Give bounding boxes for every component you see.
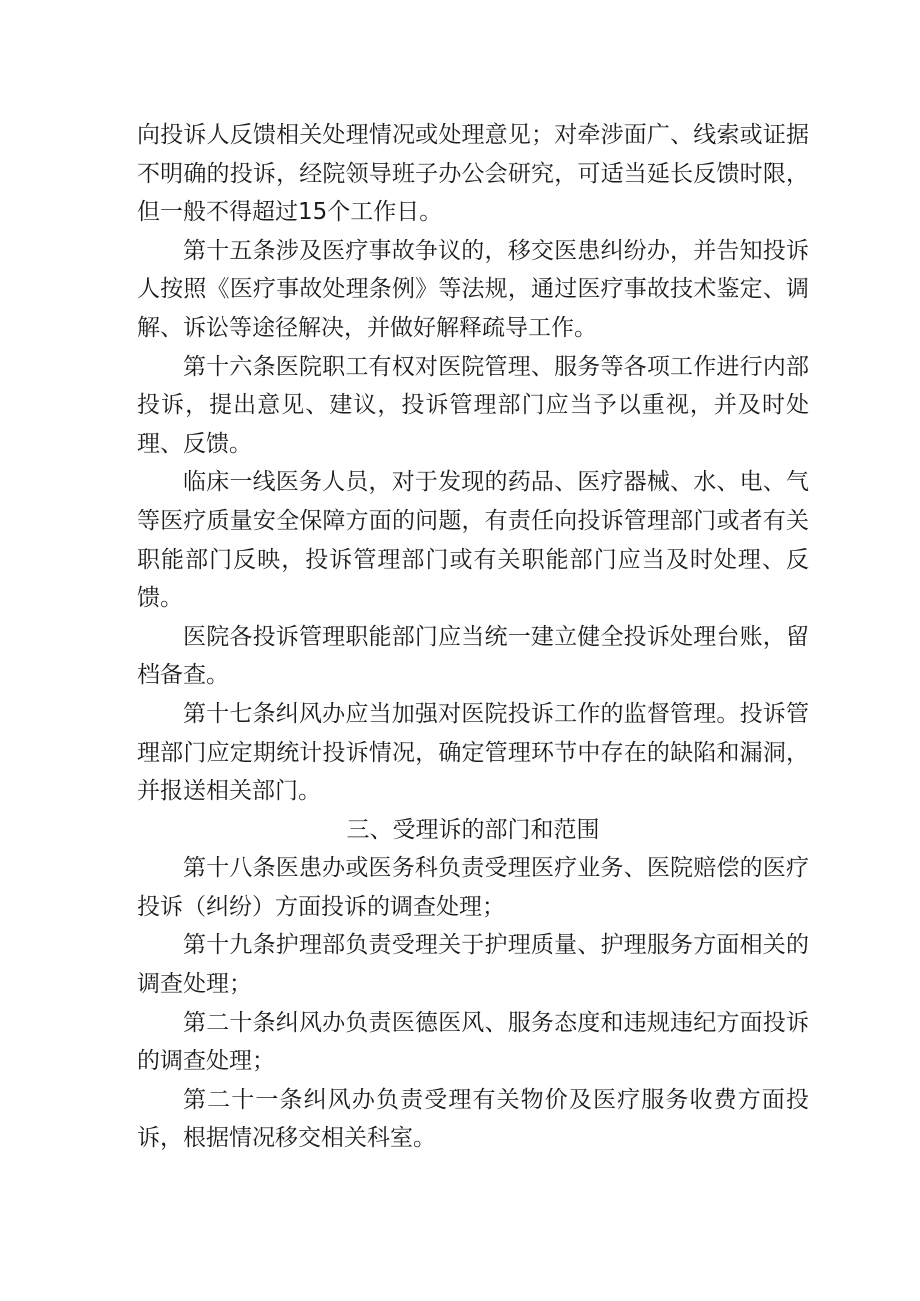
- article-19: 第十九条护理部负责受理关于护理质量、护理服务方面相关的调查处理；: [137, 932, 809, 998]
- paragraph-complaint-ledger: 医院各投诉管理职能部门应当统一建立健全投诉处理台账，留档备查。: [137, 623, 809, 689]
- article-16: 第十六条医院职工有权对医院管理、服务等各项工作进行内部投诉，提出意见、建议，投诉管理部门应当予以重视，并及时处理、反馈。: [137, 353, 809, 457]
- article-20: 第二十条纠风办负责医德医风、服务态度和违规违纪方面投诉的调查处理；: [137, 1009, 809, 1075]
- paragraph-frontline-staff: 临床一线医务人员，对于发现的药品、医疗器械、水、电、气等医疗质量安全保障方面的问题，有责任向投诉管理部门或者有关职能部门反映，投诉管理部门或有关职能部门应当及时处理、反馈。: [137, 469, 809, 612]
- article-15: 第十五条涉及医疗事故争议的，移交医患纠纷办，并告知投诉人按照《医疗事故处理条例》等法规，通过医疗事故技术鉴定、调解、诉讼等途径解决，并做好解释疏导工作。: [137, 237, 809, 341]
- document-page: [137, 116, 809, 1158]
- section-heading: 三、受理诉的部门和范围: [346, 816, 600, 843]
- article-18: 第十八条医患办或医务科负责受理医疗业务、医院赔偿的医疗投诉（纠纷）方面投诉的调查处理；: [137, 855, 809, 920]
- paragraph-continuation: 向投诉人反馈相关处理情况或处理意见；对牵涉面广、线索或证据不明确的投诉，经院领导班子办公会研究，可适当延长反馈时限，但一般不得超过15个工作日。: [137, 122, 809, 226]
- article-17: 第十七条纠风办应当加强对医院投诉工作的监督管理。投诉管理部门应定期统计投诉情况，确定管理环节中存在的缺陷和漏洞，并报送相关部门。: [137, 700, 809, 805]
- article-21: 第二十一条纠风办负责受理有关物价及医疗服务收费方面投诉，根据情况移交相关科室。: [137, 1086, 809, 1152]
